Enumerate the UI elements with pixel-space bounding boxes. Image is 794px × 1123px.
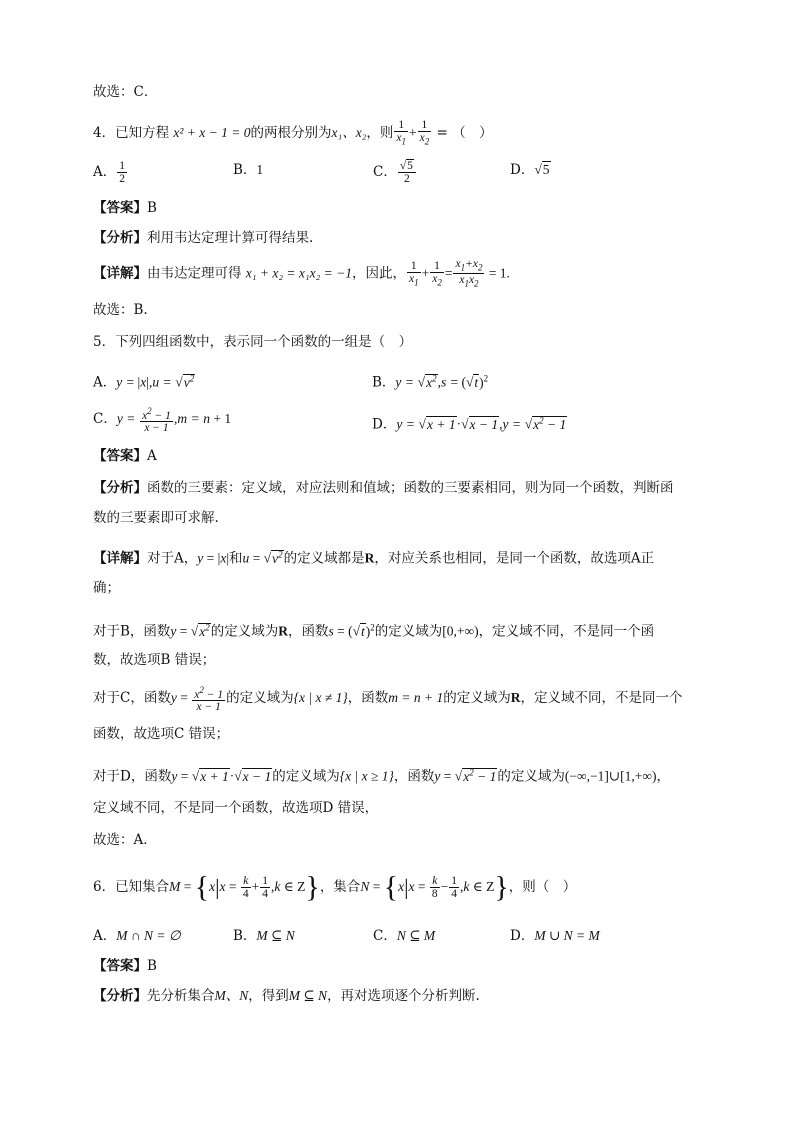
- q4-equation: x² + x − 1 = 0: [173, 125, 251, 140]
- q4-roots: x₁、x₂: [331, 125, 367, 140]
- q5-analysis-line-1: 【分析】函数的三要素：定义域，对应法则和值域；函数的三要素相同，则为同一个函数，判断函: [93, 480, 674, 496]
- q5-final: 故选：A．: [93, 832, 157, 848]
- q6-option-b: B．M ⊆ N: [233, 928, 295, 944]
- q6-option-c: C．N ⊆ M: [373, 928, 436, 944]
- q4-frac-1: $\frac{1}{x_1}$: [396, 119, 406, 147]
- q5-option-c: C．y = $\frac{x^2 - 1}{x - 1}$ ,m = n + 1: [93, 405, 232, 435]
- q4-option-d-value: √5: [534, 162, 550, 177]
- q4-analysis: 【分析】利用韦达定理计算可得结果.: [93, 230, 314, 246]
- q4-stem: 4．已知方程 x² + x − 1 = 0的两根分别为x₁、x₂，则 $\frac{1}{x_1}$ + $\frac{1}{x_2}$ = （ ）: [93, 119, 493, 147]
- q5-detail-d-line-1: 对于D，函数y = √x + 1·√x − 1的定义域为{x | x ≥ 1}，函数$y = √x^2 - 1$的定义域为(−∞,−1]∪[1,+∞)，: [93, 767, 670, 785]
- q4-final: 故选：B.: [93, 302, 148, 318]
- q5-option-b: B．$y = √x^2,s = (√t)^2$: [372, 373, 489, 391]
- q6-option-d: D．M ∪ N = M: [510, 928, 600, 944]
- q4-stem-mid: 的两根分别为: [250, 125, 332, 141]
- q5-detail-c-line-1: 对于C，函数y = $\frac{x^2 - 1}{x - 1}$ 的定义域为{x | x ≠ 1}，函数m = n + 1的定义域为R，定义域不同，不是同一个: [93, 684, 683, 714]
- q6-stem: 6．已知集合M = {x|x = $\frac{k}{4}$ + $\frac{1}{4}$ ,k ∈ Z}，集合N = {x|x = $\frac{k}{8}$ − $\frac{1}{4}$ ,k ∈ Z}，则（ ）: [93, 870, 577, 904]
- q5-answer: 【答案】A: [93, 448, 157, 464]
- q5-detail-c-line-2: 函数，故选项C 错误；: [93, 726, 230, 742]
- q5-detail-a-line-2: 确；: [93, 580, 120, 596]
- q6-analysis: 【分析】先分析集合M、N，得到M ⊆ N，再对选项逐个分析判断.: [93, 988, 480, 1004]
- q5-detail-b-line-1: 对于B，函数$y = √x^2$的定义域为R，函数$s = (√t)^2$的定义域为[0,+∞)，定义域不同，不是同一个函: [93, 622, 655, 640]
- q6-option-a: A．M ∩ N = ∅: [93, 928, 181, 944]
- q4-number: 4．: [93, 125, 116, 141]
- q4-option-a-value: $\frac{1}{2}$: [119, 160, 125, 185]
- q5-analysis-line-2: 数的三要素即可求解.: [93, 510, 219, 526]
- q5-stem: 5．下列四组函数中，表示同一个函数的一组是（ ）: [93, 334, 413, 350]
- q4-stem-then: ，则: [366, 125, 394, 141]
- q4-option-b: B．1: [233, 162, 264, 178]
- q4-option-d: D．√5: [510, 162, 550, 178]
- q5-option-a: A．$y = |x|,u = √v^2$: [93, 373, 195, 391]
- q4-stem-tail: = （ ）: [432, 125, 493, 141]
- q4-option-c: C． $\frac{√5}{2}$: [373, 160, 417, 185]
- q5-detail-a-line-1: 【详解】对于A，y = |x|和$u = √v^2$的定义域都是R，对应关系也相同，是同一个函数，故选项A正: [93, 549, 655, 567]
- q4-option-a: A． $\frac{1}{2}$: [93, 160, 125, 185]
- q6-answer: 【答案】B: [93, 958, 157, 974]
- q4-answer: 【答案】B: [93, 200, 157, 216]
- q4-detail: 【详解】由韦达定理可得 x₁ + x₂ = x₁x₂ = −1，因此， $\frac{1}{x_1}$ + $\frac{1}{x_2}$ = $\frac{x_1+x_2}{x_1x_2}$ = 1.: [93, 258, 510, 289]
- q5-detail-b-line-2: 数，故选项B 错误；: [93, 652, 216, 668]
- q5-option-d: D．$y = √x + 1\cdot√x - 1,y = √x^2 - 1$: [372, 415, 567, 433]
- q4-option-c-value: $\frac{√5}{2}$: [398, 160, 416, 185]
- q4-stem-pre: 已知方程: [115, 125, 170, 141]
- q5-detail-d-line-2: 定义域不同，不是同一个函数，故选项D 错误，: [93, 800, 379, 816]
- previous-answer-line: 故选：C．: [93, 84, 158, 100]
- q4-frac-2: $\frac{1}{x_2}$: [419, 119, 430, 147]
